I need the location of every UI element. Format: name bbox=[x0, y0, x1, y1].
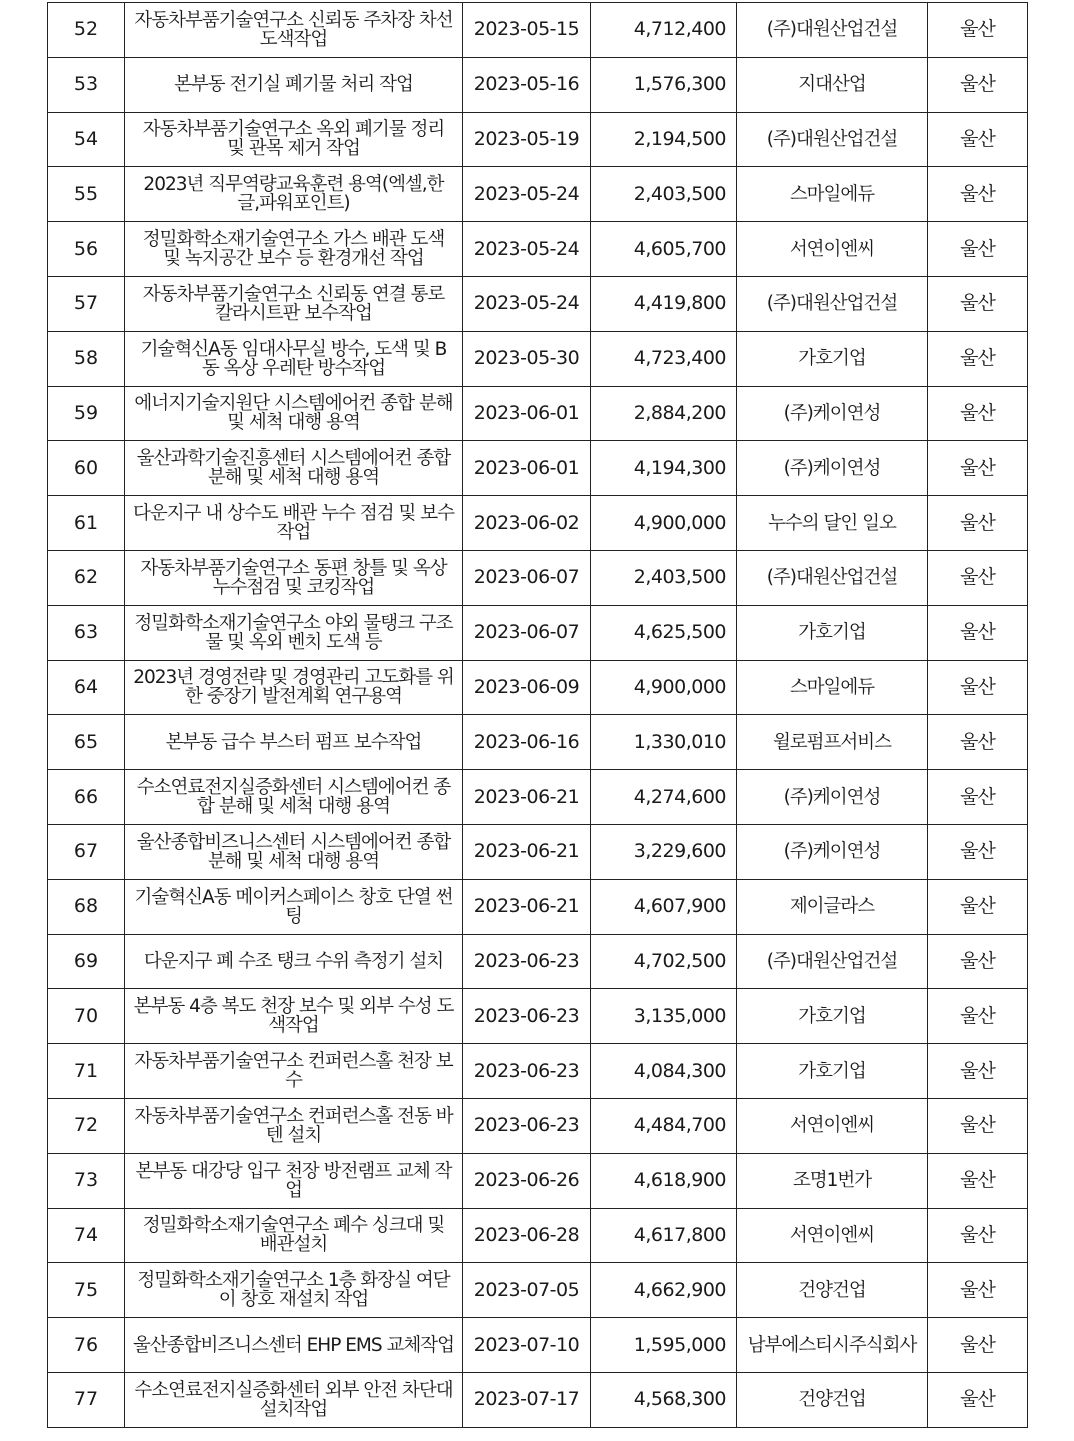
contract-date: 2023-07-05 bbox=[463, 1263, 591, 1318]
contract-amount: 4,662,900 bbox=[591, 1263, 737, 1318]
contract-title: 다운지구 내 상수도 배관 누수 점검 및 보수작업 bbox=[125, 496, 463, 551]
contract-region: 울산 bbox=[928, 276, 1028, 331]
contract-date: 2023-05-16 bbox=[463, 57, 591, 112]
contract-amount: 3,135,000 bbox=[591, 989, 737, 1044]
row-number: 60 bbox=[48, 441, 125, 496]
contract-vendor: 가호기업 bbox=[737, 331, 928, 386]
contract-region: 울산 bbox=[928, 1098, 1028, 1153]
contract-date: 2023-06-21 bbox=[463, 824, 591, 879]
row-number: 63 bbox=[48, 605, 125, 660]
row-number: 76 bbox=[48, 1318, 125, 1373]
contract-amount: 4,617,800 bbox=[591, 1208, 737, 1263]
table-row bbox=[48, 550, 1028, 605]
table-row bbox=[48, 3, 1028, 58]
row-number: 73 bbox=[48, 1153, 125, 1208]
contract-amount: 4,194,300 bbox=[591, 441, 737, 496]
contract-amount: 3,229,600 bbox=[591, 824, 737, 879]
contract-region: 울산 bbox=[928, 1263, 1028, 1318]
row-number: 68 bbox=[48, 879, 125, 934]
row-number: 66 bbox=[48, 770, 125, 825]
contract-vendor: 지대산업 bbox=[737, 57, 928, 112]
contract-region: 울산 bbox=[928, 1318, 1028, 1373]
contract-region: 울산 bbox=[928, 824, 1028, 879]
contract-amount: 2,403,500 bbox=[591, 167, 737, 222]
contract-date: 2023-06-09 bbox=[463, 660, 591, 715]
row-number: 71 bbox=[48, 1044, 125, 1099]
contract-title: 정밀화학소재기술연구소 가스 배관 도색 및 녹지공간 보수 등 환경개선 작업 bbox=[125, 222, 463, 277]
contract-date: 2023-06-23 bbox=[463, 989, 591, 1044]
contract-title: 2023년 경영전략 및 경영관리 고도화를 위한 중장기 발전계획 연구용역 bbox=[125, 660, 463, 715]
table-row bbox=[48, 496, 1028, 551]
contract-region: 울산 bbox=[928, 441, 1028, 496]
contract-amount: 4,568,300 bbox=[591, 1372, 737, 1427]
contract-amount: 2,403,500 bbox=[591, 550, 737, 605]
contract-title: 정밀화학소재기술연구소 폐수 싱크대 및 배관설치 bbox=[125, 1208, 463, 1263]
contract-region: 울산 bbox=[928, 770, 1028, 825]
contract-vendor: 건양건업 bbox=[737, 1372, 928, 1427]
contract-amount: 4,625,500 bbox=[591, 605, 737, 660]
contract-vendor: 스마일에듀 bbox=[737, 660, 928, 715]
table-row bbox=[48, 1318, 1028, 1373]
row-number: 55 bbox=[48, 167, 125, 222]
contract-date: 2023-06-07 bbox=[463, 605, 591, 660]
contract-vendor: 제이글라스 bbox=[737, 879, 928, 934]
table-row bbox=[48, 386, 1028, 441]
contract-title: 정밀화학소재기술연구소 1층 화장실 여닫이 창호 재설치 작업 bbox=[125, 1263, 463, 1318]
contract-vendor: 가호기업 bbox=[737, 989, 928, 1044]
contract-vendor: (주)대원산업건설 bbox=[737, 276, 928, 331]
row-number: 52 bbox=[48, 3, 125, 58]
table-row bbox=[48, 112, 1028, 167]
contract-vendor: 서연이엔씨 bbox=[737, 1098, 928, 1153]
row-number: 58 bbox=[48, 331, 125, 386]
contract-vendor: (주)케이연성 bbox=[737, 824, 928, 879]
contract-title: 본부동 급수 부스터 펌프 보수작업 bbox=[125, 715, 463, 770]
contract-title: 에너지기술지원단 시스템에어컨 종합 분해 및 세척 대행 용역 bbox=[125, 386, 463, 441]
table-row bbox=[48, 1208, 1028, 1263]
contract-date: 2023-07-10 bbox=[463, 1318, 591, 1373]
contract-region: 울산 bbox=[928, 167, 1028, 222]
contract-vendor: (주)케이연성 bbox=[737, 770, 928, 825]
table-row bbox=[48, 605, 1028, 660]
row-number: 69 bbox=[48, 934, 125, 989]
contract-region: 울산 bbox=[928, 1372, 1028, 1427]
contract-table bbox=[47, 2, 1028, 1428]
table-row bbox=[48, 1044, 1028, 1099]
contract-date: 2023-05-24 bbox=[463, 276, 591, 331]
contract-amount: 4,084,300 bbox=[591, 1044, 737, 1099]
contract-amount: 1,595,000 bbox=[591, 1318, 737, 1373]
contract-date: 2023-06-23 bbox=[463, 934, 591, 989]
contract-region: 울산 bbox=[928, 222, 1028, 277]
contract-date: 2023-05-24 bbox=[463, 167, 591, 222]
contract-title: 자동차부품기술연구소 옥외 폐기물 정리 및 관목 제거 작업 bbox=[125, 112, 463, 167]
contract-title: 본부동 전기실 폐기물 처리 작업 bbox=[125, 57, 463, 112]
contract-date: 2023-06-21 bbox=[463, 770, 591, 825]
contract-amount: 4,607,900 bbox=[591, 879, 737, 934]
contract-title: 자동차부품기술연구소 컨퍼런스홀 전동 바텐 설치 bbox=[125, 1098, 463, 1153]
contract-amount: 1,330,010 bbox=[591, 715, 737, 770]
table-row bbox=[48, 441, 1028, 496]
contract-vendor: 누수의 달인 일오 bbox=[737, 496, 928, 551]
contract-date: 2023-05-15 bbox=[463, 3, 591, 58]
contract-vendor: 윌로펌프서비스 bbox=[737, 715, 928, 770]
table-row bbox=[48, 276, 1028, 331]
contract-vendor: 스마일에듀 bbox=[737, 167, 928, 222]
contract-title: 수소연료전지실증화센터 시스템에어컨 종합 분해 및 세척 대행 용역 bbox=[125, 770, 463, 825]
table-row bbox=[48, 824, 1028, 879]
contract-title: 기술혁신A동 메이커스페이스 창호 단열 썬팅 bbox=[125, 879, 463, 934]
contract-amount: 4,484,700 bbox=[591, 1098, 737, 1153]
contract-vendor: 남부에스티시주식회사 bbox=[737, 1318, 928, 1373]
contract-amount: 4,618,900 bbox=[591, 1153, 737, 1208]
row-number: 64 bbox=[48, 660, 125, 715]
row-number: 67 bbox=[48, 824, 125, 879]
contract-vendor: (주)대원산업건설 bbox=[737, 3, 928, 58]
contract-date: 2023-06-02 bbox=[463, 496, 591, 551]
table-row bbox=[48, 1372, 1028, 1427]
contract-vendor: 건양건업 bbox=[737, 1263, 928, 1318]
contract-date: 2023-05-30 bbox=[463, 331, 591, 386]
contract-region: 울산 bbox=[928, 605, 1028, 660]
table-row bbox=[48, 879, 1028, 934]
table-row bbox=[48, 1263, 1028, 1318]
contract-date: 2023-06-28 bbox=[463, 1208, 591, 1263]
contract-region: 울산 bbox=[928, 550, 1028, 605]
contract-region: 울산 bbox=[928, 386, 1028, 441]
row-number: 56 bbox=[48, 222, 125, 277]
table-row bbox=[48, 57, 1028, 112]
contract-vendor: 가호기업 bbox=[737, 605, 928, 660]
contract-title: 자동차부품기술연구소 컨퍼런스홀 천장 보수 bbox=[125, 1044, 463, 1099]
contract-amount: 2,194,500 bbox=[591, 112, 737, 167]
contract-title: 자동차부품기술연구소 신뢰동 주차장 차선도색작업 bbox=[125, 3, 463, 58]
contract-vendor: 서연이엔씨 bbox=[737, 1208, 928, 1263]
contract-title: 2023년 직무역량교육훈련 용역(엑셀,한글,파워포인트) bbox=[125, 167, 463, 222]
contract-title: 정밀화학소재기술연구소 야외 물탱크 구조물 및 옥외 벤치 도색 등 bbox=[125, 605, 463, 660]
contract-title: 자동차부품기술연구소 동편 창틀 및 옥상 누수점검 및 코킹작업 bbox=[125, 550, 463, 605]
contract-vendor: (주)대원산업건설 bbox=[737, 550, 928, 605]
contract-title: 기술혁신A동 임대사무실 방수, 도색 및 B동 옥상 우레탄 방수작업 bbox=[125, 331, 463, 386]
contract-region: 울산 bbox=[928, 715, 1028, 770]
contract-date: 2023-05-19 bbox=[463, 112, 591, 167]
contract-region: 울산 bbox=[928, 496, 1028, 551]
contract-vendor: 조명1번가 bbox=[737, 1153, 928, 1208]
table-row bbox=[48, 660, 1028, 715]
table-row bbox=[48, 167, 1028, 222]
contract-date: 2023-06-21 bbox=[463, 879, 591, 934]
contract-date: 2023-06-23 bbox=[463, 1098, 591, 1153]
row-number: 72 bbox=[48, 1098, 125, 1153]
table-row bbox=[48, 1153, 1028, 1208]
contract-amount: 4,605,700 bbox=[591, 222, 737, 277]
contract-title: 수소연료전지실증화센터 외부 안전 차단대 설치작업 bbox=[125, 1372, 463, 1427]
contract-region: 울산 bbox=[928, 660, 1028, 715]
contract-region: 울산 bbox=[928, 989, 1028, 1044]
contract-title: 자동차부품기술연구소 신뢰동 연결 통로 칼라시트판 보수작업 bbox=[125, 276, 463, 331]
contract-title: 울산종합비즈니스센터 EHP EMS 교체작업 bbox=[125, 1318, 463, 1373]
contract-amount: 4,900,000 bbox=[591, 660, 737, 715]
row-number: 75 bbox=[48, 1263, 125, 1318]
row-number: 59 bbox=[48, 386, 125, 441]
contract-amount: 4,723,400 bbox=[591, 331, 737, 386]
table-row bbox=[48, 715, 1028, 770]
contract-amount: 1,576,300 bbox=[591, 57, 737, 112]
contract-region: 울산 bbox=[928, 1044, 1028, 1099]
contract-vendor: (주)케이연성 bbox=[737, 441, 928, 496]
contract-title: 다운지구 폐 수조 탱크 수위 측정기 설치 bbox=[125, 934, 463, 989]
contract-region: 울산 bbox=[928, 934, 1028, 989]
contract-amount: 4,419,800 bbox=[591, 276, 737, 331]
contract-table-body bbox=[48, 3, 1028, 1428]
row-number: 74 bbox=[48, 1208, 125, 1263]
contract-title: 본부동 대강당 입구 천장 방전램프 교체 작업 bbox=[125, 1153, 463, 1208]
contract-amount: 4,900,000 bbox=[591, 496, 737, 551]
contract-amount: 4,702,500 bbox=[591, 934, 737, 989]
table-row bbox=[48, 222, 1028, 277]
contract-vendor: 가호기업 bbox=[737, 1044, 928, 1099]
contract-date: 2023-06-26 bbox=[463, 1153, 591, 1208]
contract-region: 울산 bbox=[928, 331, 1028, 386]
table-row bbox=[48, 331, 1028, 386]
contract-date: 2023-06-07 bbox=[463, 550, 591, 605]
contract-date: 2023-05-24 bbox=[463, 222, 591, 277]
contract-vendor: (주)대원산업건설 bbox=[737, 112, 928, 167]
contract-region: 울산 bbox=[928, 57, 1028, 112]
contract-amount: 4,712,400 bbox=[591, 3, 737, 58]
table-row bbox=[48, 934, 1028, 989]
row-number: 70 bbox=[48, 989, 125, 1044]
contract-title: 울산과학기술진흥센터 시스템에어컨 종합분해 및 세척 대행 용역 bbox=[125, 441, 463, 496]
contract-amount: 4,274,600 bbox=[591, 770, 737, 825]
contract-amount: 2,884,200 bbox=[591, 386, 737, 441]
contract-title: 본부동 4층 복도 천장 보수 및 외부 수성 도색작업 bbox=[125, 989, 463, 1044]
contract-region: 울산 bbox=[928, 3, 1028, 58]
contract-date: 2023-06-16 bbox=[463, 715, 591, 770]
row-number: 62 bbox=[48, 550, 125, 605]
row-number: 61 bbox=[48, 496, 125, 551]
contract-date: 2023-07-17 bbox=[463, 1372, 591, 1427]
contract-date: 2023-06-23 bbox=[463, 1044, 591, 1099]
row-number: 65 bbox=[48, 715, 125, 770]
contract-region: 울산 bbox=[928, 1153, 1028, 1208]
contract-region: 울산 bbox=[928, 1208, 1028, 1263]
row-number: 57 bbox=[48, 276, 125, 331]
contract-date: 2023-06-01 bbox=[463, 386, 591, 441]
table-row bbox=[48, 989, 1028, 1044]
table-row bbox=[48, 1098, 1028, 1153]
contract-region: 울산 bbox=[928, 112, 1028, 167]
row-number: 77 bbox=[48, 1372, 125, 1427]
contract-title: 울산종합비즈니스센터 시스템에어컨 종합 분해 및 세척 대행 용역 bbox=[125, 824, 463, 879]
contract-date: 2023-06-01 bbox=[463, 441, 591, 496]
row-number: 53 bbox=[48, 57, 125, 112]
contract-vendor: (주)대원산업건설 bbox=[737, 934, 928, 989]
contract-region: 울산 bbox=[928, 879, 1028, 934]
row-number: 54 bbox=[48, 112, 125, 167]
contract-vendor: 서연이엔씨 bbox=[737, 222, 928, 277]
contract-vendor: (주)케이연성 bbox=[737, 386, 928, 441]
table-row bbox=[48, 770, 1028, 825]
